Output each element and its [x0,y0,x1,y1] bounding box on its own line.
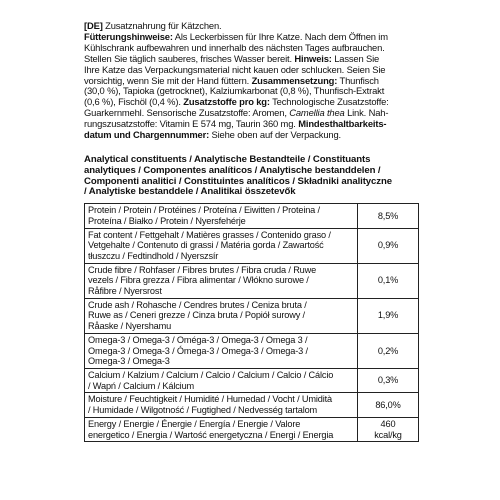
german-text-run: Ihre Katze das Verpackungsmaterial nicht kauen oder schlucken. Seien Sie [84,63,386,75]
constituent-name-line: Energy / Energie / Énergie / Energía / Energie / Valore [88,418,301,429]
constituent-name-line: Omega-3 / Omega-3 [88,356,170,367]
constituent-value: 0,9% [377,240,399,251]
constituent-name-line: Vetgehalte / Contenuto di grassi / Matéria gorda / Zawartość [88,240,324,251]
constituent-name-line: / Wapń / Calcium / Kálcium [88,380,195,391]
constituent-name-line: Moisture / Feuchtigkeit / Humidité / Humedad / Vocht / Umidità [88,394,332,405]
german-feeding-section [84,21,419,141]
product-label [84,21,419,442]
constituent-name-line: energetico / Energia / Wartość energetyczna / Energi / Energia [88,429,334,440]
german-text-run: Guarkernmehl. Sensorische Zusatzstoffe: Aromen, [84,107,290,119]
constituent-name-line: Calcium / Kalzium / Calcium / Calcio / Calcium / Calcio / Cálcio [88,370,334,380]
constituent-name-line: / Humidade / Wilgotność / Fugtighed / Nedvesség tartalom [88,405,318,416]
constituent-name-line: Omega-3 / Omega-3 / Ómega-3 / Omega-3 / Omega-3 / [88,345,308,356]
constituent-name-line: Crude fibre / Rohfaser / Fibres brutes / Fibra cruda / Ruwe [88,264,317,275]
constituent-value-cell [358,369,419,393]
constituent-name-line: Omega-3 / Omega-3 / Oméga-3 / Omega-3 / Omega 3 / [88,334,308,345]
german-text-run: (30,0 %), Tapioka (getrocknet), Kalziumkarbonat (0,8 %), Thunfisch-Extrakt [84,85,385,97]
constituent-name-cell [85,228,358,263]
constituent-name-cell [85,263,358,298]
german-text-run: Lassen Sie [331,52,380,64]
constituent-value-cell [358,298,419,333]
constituent-value: 86,0% [375,399,401,410]
analytical-heading-line: / Analytiske bestanddele / Analitikai összetevők [84,186,296,198]
constituent-value-cell [358,417,419,441]
table-row [85,417,419,441]
german-text-heading: Zusatzstoffe pro kg: [183,96,270,108]
german-text-run: Stellen Sie täglich sauberes, frisches Wasser bereit. [84,52,295,64]
constituent-value-cell [358,333,419,368]
constituent-value-cell [358,263,419,298]
german-text-run: vorsichtig, wenn Sie mit der Hand füttern. [84,74,252,86]
constituent-name-cell [85,298,358,333]
constituent-value-cell [358,204,419,228]
constituent-name-line: Råfibre / Nyersrost [88,286,162,297]
table-row [85,204,419,228]
constituent-value: 0,3% [377,375,399,386]
german-text-run: Link. Nah- [344,107,389,119]
table-row [85,228,419,263]
constituent-name-cell [85,393,358,417]
table-row [85,298,419,333]
german-text-run: Als Leckerbissen für Ihre Katze. Nach dem Öffnen im [172,30,388,42]
analytical-heading-line: Componenti analitici / Constituintes analíticos / Składniki analityczne [84,175,392,187]
analytical-heading-line: analytiques / Componentes analíticos / Analytische bestanddelen / [84,164,381,176]
constituent-name-line: tłuszczu / Fedtindhold / Nyerszsír [88,250,219,261]
constituent-name-cell [85,417,358,441]
table-row [85,369,419,393]
constituent-value: 1,9% [377,310,399,321]
german-text-run: Camellia thea [289,107,345,119]
constituent-name-cell [85,333,358,368]
german-text-heading: [DE] [84,20,103,31]
german-text-heading: Zusammensetzung: [251,74,338,86]
constituent-name-line: Ruwe as / Ceneri grezze / Cinza bruta / Popiół surowy / [88,310,305,321]
constituent-name-line: vezels / Fibra grezza / Fibra alimentar / Włókno surowe / [88,275,309,286]
constituent-name-cell [85,369,358,393]
german-text-run: Zusatznahrung für Kätzchen. [102,20,222,31]
constituent-value: 8,5% [377,210,399,221]
german-text-heading: Fütterungshinweise: [84,30,173,42]
table-row [85,333,419,368]
analytical-heading-line: Analytical constituents / Analytische Bestandteile / Constituants [84,153,371,165]
table-row [85,263,419,298]
constituent-value: 0,1% [377,275,399,286]
german-text-run: Siehe oben auf der Verpackung. [209,129,341,141]
constituent-value: kcal/kg [374,429,402,440]
german-text-heading: Hinweis: [294,52,332,64]
german-text-heading: Mindesthaltbarkeits- [298,118,387,130]
german-text-run: rungszusatzstoffe: Vitamin E 574 mg, Taurin 360 mg. [84,118,299,130]
german-text-run: (0,6 %), Fischöl (0,4 %). [84,96,184,108]
constituent-name-cell [85,204,358,228]
german-text-run: Thunfisch [337,74,379,86]
constituent-value: 460 [380,418,396,429]
constituent-name-line: Proteína / Białko / Protein / Nyersfehérje [88,215,246,226]
constituent-name-line: Crude ash / Rohasche / Cendres brutes / Ceniza bruta / [88,299,307,310]
german-text-heading: datum und Chargennummer: [84,129,210,141]
constituent-value: 0,2% [377,345,399,356]
constituent-value-cell [358,393,419,417]
constituent-name-line: Råaske / Nyershamu [88,321,172,332]
german-text-run: Kühlschrank aufbewahren und innerhalb des nächsten Tages aufbrauchen. [84,41,385,53]
analytical-constituents-heading [84,155,419,198]
german-text-line [84,130,419,141]
constituent-name-line: Fat content / Fettgehalt / Matières grasses / Contenido graso / [88,229,331,240]
german-text-run: Technologische Zusatzstoffe: [269,96,389,108]
constituent-value-cell [358,228,419,263]
table-row [85,393,419,417]
constituent-name-line: Protein / Protein / Protéines / Proteína / Eiwitten / Proteina / [88,205,320,216]
analytical-constituents-table [84,203,419,442]
